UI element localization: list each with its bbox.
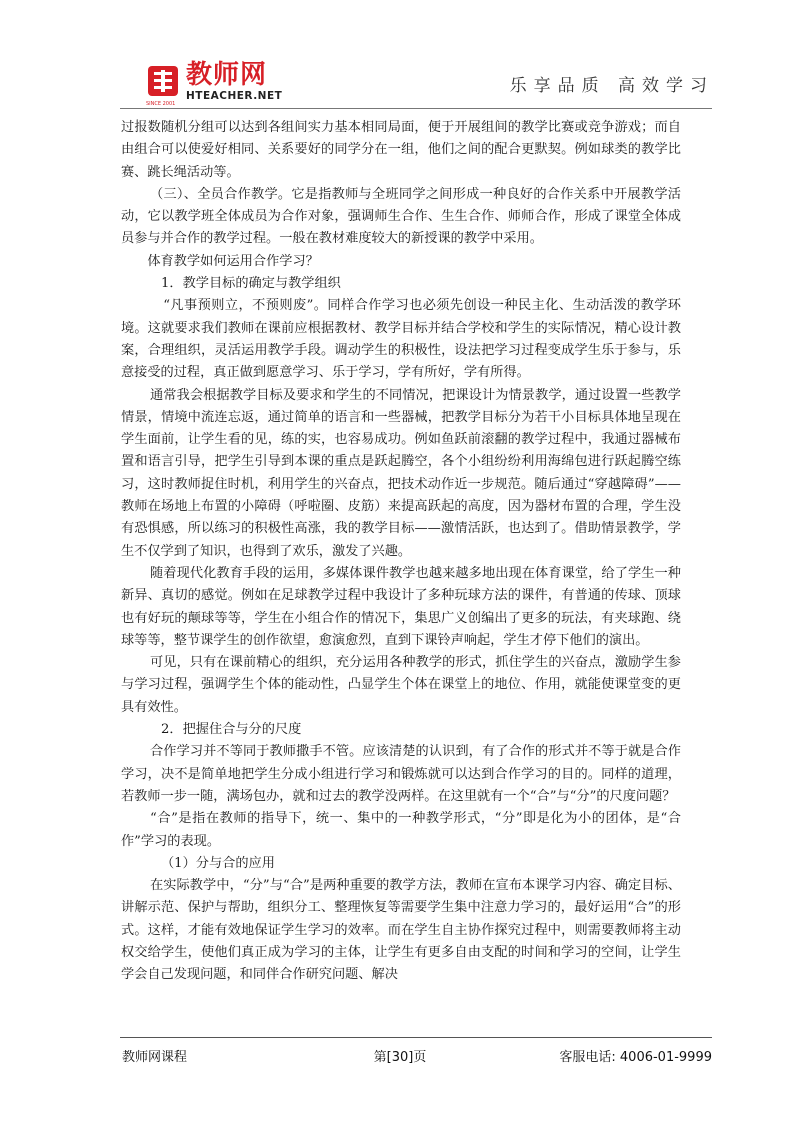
subsection-heading: （1）分与合的应用 bbox=[161, 855, 275, 871]
paragraph: “凡事预则立，不预则废”。同样合作学习也必须先创设一种民主化、生动活泼的教学环境。这就要求我们教师在课前应根据教材、教学目标并结合学校和学生的实际情况，精心设计教案，合理组织，灵活运用教学手段。调动学生的积极性，设法把学习过程变成学生乐于参与，乐意接受的过程，真正做到愿意学习、乐于学习，学有所好，学有所得。 bbox=[121, 298, 681, 381]
footer-divider bbox=[120, 1037, 712, 1038]
section-question: 体育教学如何运用合作学习？ bbox=[147, 253, 319, 269]
logo-chinese-name: 教师网 bbox=[186, 60, 268, 90]
paragraph: 过报数随机分组可以达到各组间实力基本相同局面，便于开展组间的教学比赛或竞争游戏；而自由组合可以使爱好相同、关系要好的同学分在一组，他们之间的配合更默契。例如球类的教学比赛、跳长绳活动等。 bbox=[121, 120, 681, 180]
paragraph: （三）、全员合作教学。它是指教师与全班同学之间形成一种良好的合作关系中开展教学活动，它以教学班全体成员为合作对象，强调师生合作、生生合作、师师合作，形成了课堂全体成员参与并合作的教学过程。一般在教材难度较大的新授课的教学中采用。 bbox=[121, 186, 681, 247]
section-heading: 2．把握住合与分的尺度 bbox=[161, 722, 302, 738]
paragraph: 可见，只有在课前精心的组织，充分运用各种教学的形式，抓住学生的兴奋点，激励学生参与学习过程，强调学生个体的能动性，凸显学生个体在课堂上的地位、作用，就能使课堂变的更具有效性。 bbox=[121, 655, 681, 715]
logo-english-name: HTEACHER.NET bbox=[186, 90, 283, 102]
header-slogan: 乐享品质 高效学习 bbox=[509, 76, 714, 96]
logo-mark-icon bbox=[146, 62, 180, 100]
paragraph: 随着现代化教育手段的运用，多媒体课件教学也越来越多地出现在体育课堂，给了学生一种新异、真切的感觉。例如在足球教学过程中我设计了多种玩球方法的课件，有普通的传球、顶球也有好玩的颠球等等，学生在小组合作的情况下，集思广义创编出了更多的玩法，有夹球跑、绕球等等，整节课学生的创作欲望，愈演愈烈，直到下课铃声响起，学生才停下他们的演出。 bbox=[121, 565, 681, 648]
logo-since: SINCE 2001 bbox=[146, 101, 176, 107]
brand-logo[interactable] bbox=[146, 60, 286, 107]
paragraph: 通常我会根据教学目标及要求和学生的不同情况，把课设计为情景教学，通过设置一些教学情景，情境中流连忘返，通过简单的语言和一些器械，把教学目标分为若干小目标具体地呈现在学生面前，让学生看的见，练的实，也容易成功。例如鱼跃前滚翻的教学过程中，我通过器械布置和语言引导，把学生引导到本课的重点是跃起腾空，各个小组纷纷利用海绵包进行跃起腾空练习，这时教师捉住时机，利用学生的兴奋点，把技术动作近一步规范。随后通过“穿越障碍”——教师在场地上布置的小障碍（呼啦圈、皮筋）来提高跃起的高度，因为器材布置的合理，学生没有恐惧感，所以练习的积极性高涨，我的教学目标——激情活跃，也达到了。借助情景教学，学生不仅学到了知识，也得到了欢乐，激发了兴趣。 bbox=[121, 387, 681, 559]
footer-course-label: 教师网课程 bbox=[122, 1050, 188, 1065]
footer-hotline: 客服电话: 4006-01-9999 bbox=[559, 1050, 712, 1065]
header-divider bbox=[120, 108, 712, 109]
section-heading: 1．教学目标的确定与教学组织 bbox=[161, 276, 341, 292]
document-body bbox=[121, 117, 681, 987]
paragraph: 合作学习并不等同于教师撒手不管。应该清楚的认识到，有了合作的形式并不等于就是合作学习，决不是简单地把学生分成小组进行学习和锻炼就可以达到合作学习的目的。同样的道理，若教师一步一随，满场包办，就和过去的教学没两样。在这里就有一个“合”与“分”的尺度问题？ bbox=[121, 744, 681, 804]
paragraph: 在实际教学中，“分”与“合”是两种重要的教学方法，教师在宣布本课学习内容、确定目标、讲解示范、保护与帮助，组织分工、整理恢复等需要学生集中注意力学习的，最好运用“合”的形式。这样，才能有效地保证学生学习的效率。而在学生自主协作探究过程中，则需要教师将主动权交给学生，使他们真正成为学习的主体，让学生有更多自由支配的时间和学习的空间，让学生学会自己发现问题，和同伴合作研究问题、解决 bbox=[121, 878, 681, 983]
paragraph: “合”是指在教师的指导下，统一、集中的一种教学形式，“分”即是化为小的团体，是“合作”学习的表现。 bbox=[121, 811, 681, 849]
page-number: 第[30]页 bbox=[373, 1050, 427, 1065]
